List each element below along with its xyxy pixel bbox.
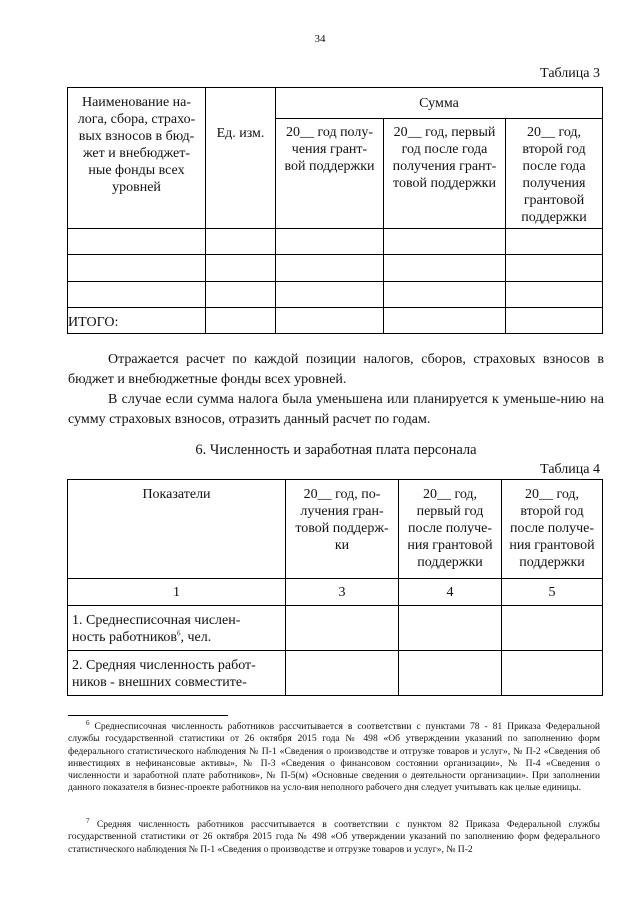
footnote-7-mark: 7 — [86, 816, 90, 825]
row-avg-headcount — [68, 606, 286, 651]
section-heading: 6. Численность и заработная плата персонала — [195, 442, 477, 458]
table-row — [68, 255, 603, 282]
header-year3: 20__ год, второй год после получе- ния грантовой поддержки — [502, 480, 603, 579]
table-row — [68, 651, 603, 696]
footnote-6-text: Среднесписочная численность работников рассчитывается в соответствии с пунктами 78 - 81 Приказа Федеральной службы государственной статистики от 26 октября 2015 года № 498 «Об утверждении указаний по заполнению форм федерального статистического наблюдения № П-1 «Сведения о производстве и отгрузке товаров и услуг», № П-2 «Сведения об инвестициях в нефинансовые активы», № П-3 «Сведения о финансовом состоянии организации», № П-4 «Сведения о численности и заработной плате работников», № П-5(м) «Основные сведения о деятельности организации». При заполнении данного показателя в бизнес-проекте работников на усло-вия неполного рабочего дня следует учитывать как целые единицы. — [68, 721, 601, 794]
footnote-divider — [68, 715, 228, 716]
row-avg-headcount-unit: , чел. — [180, 630, 212, 645]
page-number: 34 — [314, 33, 326, 45]
header-year1: 20__ год полу- чения грант- вой поддержки — [276, 119, 384, 229]
table4-label: Таблица 4 — [540, 462, 600, 477]
col-number: 1 — [68, 579, 286, 606]
header-tax-name: Наименование на- лога, сбора, страхо- вых взносов в бюд- жет и внебюджет- ные фонды всех уровней — [68, 88, 206, 229]
col-number: 4 — [399, 579, 502, 606]
col-number: 5 — [502, 579, 603, 606]
total-label: ИТОГО: — [68, 308, 206, 334]
header-year2: 20__ год, первый год после года получения грант- товой поддержки — [384, 119, 506, 229]
footnote-ref-6: 6 — [177, 629, 181, 638]
total-row — [68, 308, 603, 334]
table-row — [68, 606, 603, 651]
row-avg-headcount-text: 1. Среднесписочная числен- ность работников — [72, 613, 241, 645]
table-row — [68, 282, 603, 308]
header-indicators: Показатели — [68, 480, 286, 579]
footnote-7-text: Средняя численность работников рассчитывается в соответствии с пунктом 82 Приказа Федеральной службы государственной статистики от 26 октября 2015 года № 498 «Об утверждении указаний по заполнению форм федерального статистического наблюдения № П-1 «Сведения о производстве и отгрузке товаров и услуг», № П-2 — [68, 819, 600, 855]
footnote-7 — [68, 816, 600, 856]
footnote-6-mark: 6 — [86, 718, 90, 727]
paragraph-2: В случае если сумма налога была уменьшена или планируется к уменьше-нию на сумму страховых взносов, отразить данный расчет по годам. — [68, 392, 604, 427]
table3-label: Таблица 3 — [540, 66, 600, 81]
table3 — [67, 87, 603, 334]
column-number-row — [68, 579, 603, 606]
row-avg-external: 2. Средняя численность работ- ников - внешних совместите- — [68, 651, 286, 696]
header-year1: 20__ год, по- лучения гран- товой поддерж- ки — [286, 480, 399, 579]
footnote-6 — [68, 718, 601, 795]
table-row — [68, 229, 603, 255]
col-number: 3 — [286, 579, 399, 606]
table4 — [67, 479, 603, 696]
paragraph-1: Отражается расчет по каждой позиции налогов, сборов, страховых взносов в бюджет и внебюджетные фонды всех уровней. — [68, 352, 604, 387]
header-unit: Ед. изм. — [206, 88, 276, 229]
header-sum: Сумма — [276, 88, 603, 119]
header-year2: 20__ год, первый год после получе- ния грантовой поддержки — [399, 480, 502, 579]
header-year3: 20__ год, второй год после года получения грантовой поддержки — [506, 119, 603, 229]
